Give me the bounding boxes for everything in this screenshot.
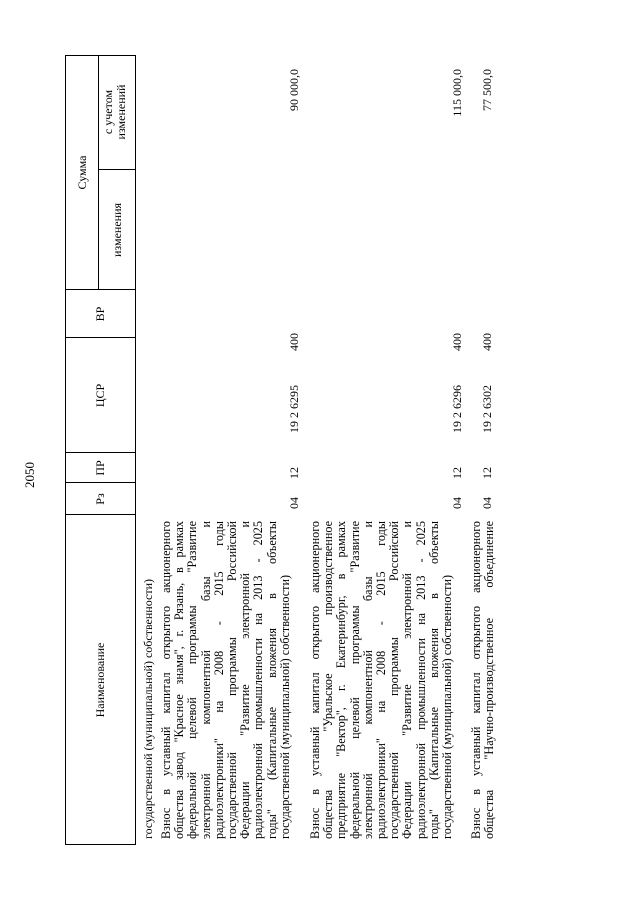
- page-number-box: [20, 450, 40, 500]
- header-pr: ПР: [93, 460, 107, 476]
- header-bottom-border: [135, 55, 136, 845]
- row-2-line: государственной программы Российской: [387, 521, 402, 839]
- header-with-changes: с учетом изменений: [101, 84, 128, 140]
- row-2-csr: 19 2 6296: [450, 385, 464, 433]
- header-vr: ВР: [93, 306, 107, 322]
- row-2-line: общества "Уральское производственное: [321, 521, 336, 839]
- row-1-line: общества завод "Красное знамя", г. Рязань, в рамках: [172, 521, 187, 839]
- page-number: 2050: [22, 462, 37, 488]
- row-2-rz: 04: [450, 497, 464, 509]
- row-1-line: государственной (муниципальной) собственности): [277, 574, 292, 839]
- row-2-line: государственной (муниципальной) собственности): [439, 574, 454, 839]
- row-1-line: Взнос в уставный капитал открытого акционерного: [159, 521, 173, 839]
- header-changes: изменения: [110, 202, 124, 258]
- row-2-line: предприятие "Вектор", г. Екатеринбург, в рамках: [334, 521, 349, 839]
- row-1-pr: 12: [287, 467, 301, 479]
- header-name: Наименование: [93, 642, 107, 718]
- header-rz: Рз: [93, 493, 107, 505]
- row-3-csr: 19 2 6302: [480, 385, 494, 433]
- row-2-name: [309, 521, 454, 839]
- row-1-line: государственной программы Российской: [224, 521, 239, 839]
- row-1-rz: 04: [287, 497, 301, 509]
- row-1-vr: 400: [287, 333, 301, 351]
- row-3-line: Взнос в уставный капитал открытого акционерного: [469, 521, 483, 839]
- row-1-csr: 19 2 6295: [287, 385, 301, 433]
- header-sum: Сумма: [75, 155, 89, 190]
- row-3-total: 77 500,0: [480, 69, 494, 111]
- row-1-line: радиоэлектроники" на 2008 - 2015 годы: [211, 521, 226, 839]
- row-2-line: Взнос в уставный капитал открытого акционерного: [308, 521, 322, 839]
- row-3-vr: 400: [480, 333, 494, 351]
- row-2-line: федеральной целевой программы "Развитие: [347, 521, 362, 839]
- carryover-text: государственной (муниципальной) собственности): [141, 578, 155, 839]
- header-csr: ЦСР: [93, 383, 107, 408]
- row-1-line: годы" (Капитальные вложения в объекты: [264, 521, 279, 839]
- row-2-line: радиоэлектроники" на 2008 - 2015 годы: [373, 521, 388, 839]
- row-3-name: [470, 521, 496, 839]
- rotated-table-page: [65, 55, 625, 845]
- row-2-pr: 12: [450, 467, 464, 479]
- row-1-line: электронной компонентной базы и: [198, 521, 213, 839]
- row-1-name: [160, 521, 292, 839]
- row-1-total: 90 000,0: [287, 69, 301, 111]
- row-2-vr: 400: [450, 333, 464, 351]
- row-1-line: федеральной целевой программы "Развитие: [185, 521, 200, 839]
- row-2-line: Федерации "Развитие электронной и: [400, 521, 415, 839]
- row-3-line: общества "Научно-производственное объединение: [482, 521, 497, 839]
- row-2-line: радиоэлектронной промышленности на 2013 - 2025: [413, 521, 428, 839]
- row-2-line: электронной компонентной базы и: [360, 521, 375, 839]
- row-1-line: радиоэлектронной промышленности на 2013 - 2025: [251, 521, 266, 839]
- row-3-rz: 04: [480, 497, 494, 509]
- sum-split-line: [98, 55, 99, 290]
- row-1-line: Федерации "Развитие электронной и: [238, 521, 253, 839]
- row-2-total: 115 000,0: [450, 69, 464, 117]
- header-top-border: [65, 55, 66, 845]
- row-2-line: годы" (Капитальные вложения в объекты: [426, 521, 441, 839]
- row-3-pr: 12: [480, 467, 494, 479]
